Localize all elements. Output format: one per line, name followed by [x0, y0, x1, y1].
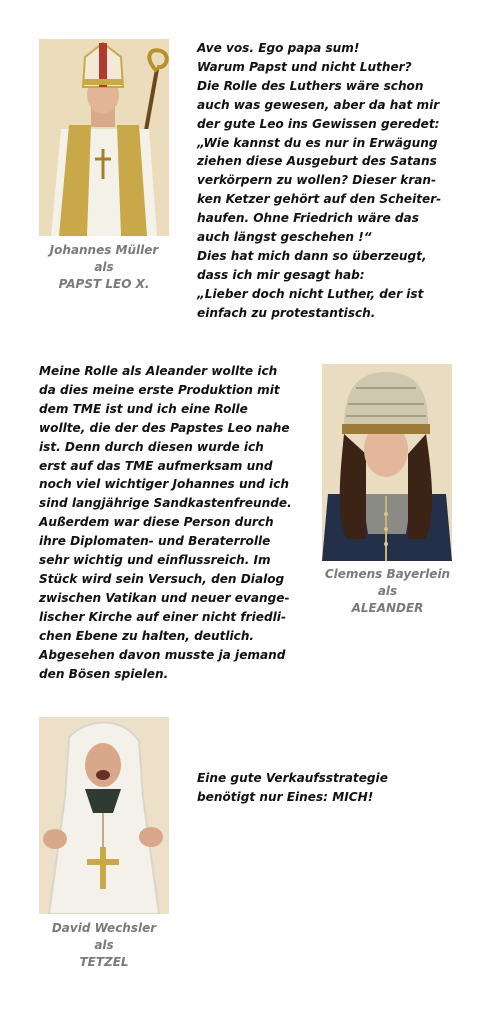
quote-line: auch was gewesen, aber da hat mir	[197, 97, 440, 112]
quote-line: ken Ketzer gehört auf den Scheiter-	[197, 192, 442, 207]
caption-clemens-bayerlein	[305, 566, 470, 617]
role-name: PAPST LEO X.	[58, 277, 150, 291]
quote-line: erst auf das TME aufmerksam und	[39, 458, 273, 473]
quote-line: verkörpern zu wollen? Dieser kran-	[197, 173, 437, 188]
tetzel-costume-icon	[39, 717, 169, 914]
quote-line: ziehen diese Ausgeburt des Satans	[197, 154, 437, 169]
quote-line: der gute Leo ins Gewissen geredet:	[197, 116, 440, 131]
quote-clemens-bayerlein	[39, 362, 299, 683]
quote-line: den Bösen spielen.	[39, 666, 169, 681]
caption-johannes-mueller	[24, 242, 184, 293]
quote-line: Außerdem war diese Person durch	[39, 515, 274, 530]
quote-line: Meine Rolle als Aleander wollte ich	[39, 364, 278, 378]
quote-line: dass ich mir gesagt hab:	[197, 267, 365, 282]
quote-line: da dies meine erste Produktion mit	[39, 382, 280, 397]
quote-line: dem TME ist und ich eine Rolle	[39, 401, 248, 416]
role-name: ALEANDER	[351, 601, 424, 615]
quote-line: Eine gute Verkaufsstrategie	[197, 771, 388, 785]
quote-line: Die Rolle des Luthers wäre schon	[197, 78, 424, 93]
quote-line: Dies hat mich dann so überzeugt,	[197, 248, 427, 263]
quote-line: Stück wird sein Versuch, den Dialog	[39, 571, 285, 586]
quote-line: wollte, die der des Papstes Leo nahe	[39, 420, 290, 435]
photo-david-wechsler	[39, 717, 169, 914]
aleander-costume-icon	[322, 364, 452, 561]
quote-line: ihre Diplomaten- und Beraterrolle	[39, 534, 271, 549]
person-name: David Wechsler	[51, 921, 157, 935]
quote-line: Warum Papst und nicht Luther?	[197, 59, 412, 74]
quote-line: sind langjährige Sandkastenfreunde.	[39, 496, 292, 511]
quote-line: „Lieber doch nicht Luther, der ist	[197, 286, 424, 301]
quote-line: Abgesehen davon musste ja jemand	[39, 647, 286, 662]
pope-costume-icon	[39, 39, 169, 236]
quote-line: noch viel wichtiger Johannes und ich	[39, 477, 289, 492]
als-label: als	[94, 938, 114, 952]
quote-line: zwischen Vatikan und neuer evange-	[39, 590, 290, 605]
als-label: als	[377, 584, 398, 598]
quote-line: einfach zu protestantisch.	[197, 305, 376, 320]
quote-line: lischer Kirche auf einer nicht friedli-	[39, 609, 286, 624]
caption-david-wechsler	[24, 920, 184, 971]
person-name: Johannes Müller	[49, 243, 159, 257]
quote-line: ist. Denn durch diesen wurde ich	[39, 439, 264, 454]
quote-line: haufen. Ohne Friedrich wäre das	[197, 211, 419, 226]
quote-line: „Wie kannst du es nur in Erwägung	[197, 135, 438, 150]
photo-clemens-bayerlein	[322, 364, 452, 561]
role-name: TETZEL	[79, 955, 129, 969]
quote-line: chen Ebene zu halten, deutlich.	[39, 628, 255, 643]
person-name: Clemens Bayerlein	[324, 567, 451, 581]
quote-david-wechsler	[197, 769, 437, 807]
quote-line: auch längst geschehen !“	[197, 230, 372, 245]
quote-line: Ave vos. Ego papa sum!	[197, 41, 360, 55]
quote-line: benötigt nur Eines: MICH!	[197, 789, 374, 804]
photo-johannes-mueller	[39, 39, 169, 236]
quote-johannes-mueller	[197, 39, 442, 323]
quote-line: sehr wichtig und einflussreich. Im	[39, 553, 271, 568]
als-label: als	[94, 260, 114, 274]
